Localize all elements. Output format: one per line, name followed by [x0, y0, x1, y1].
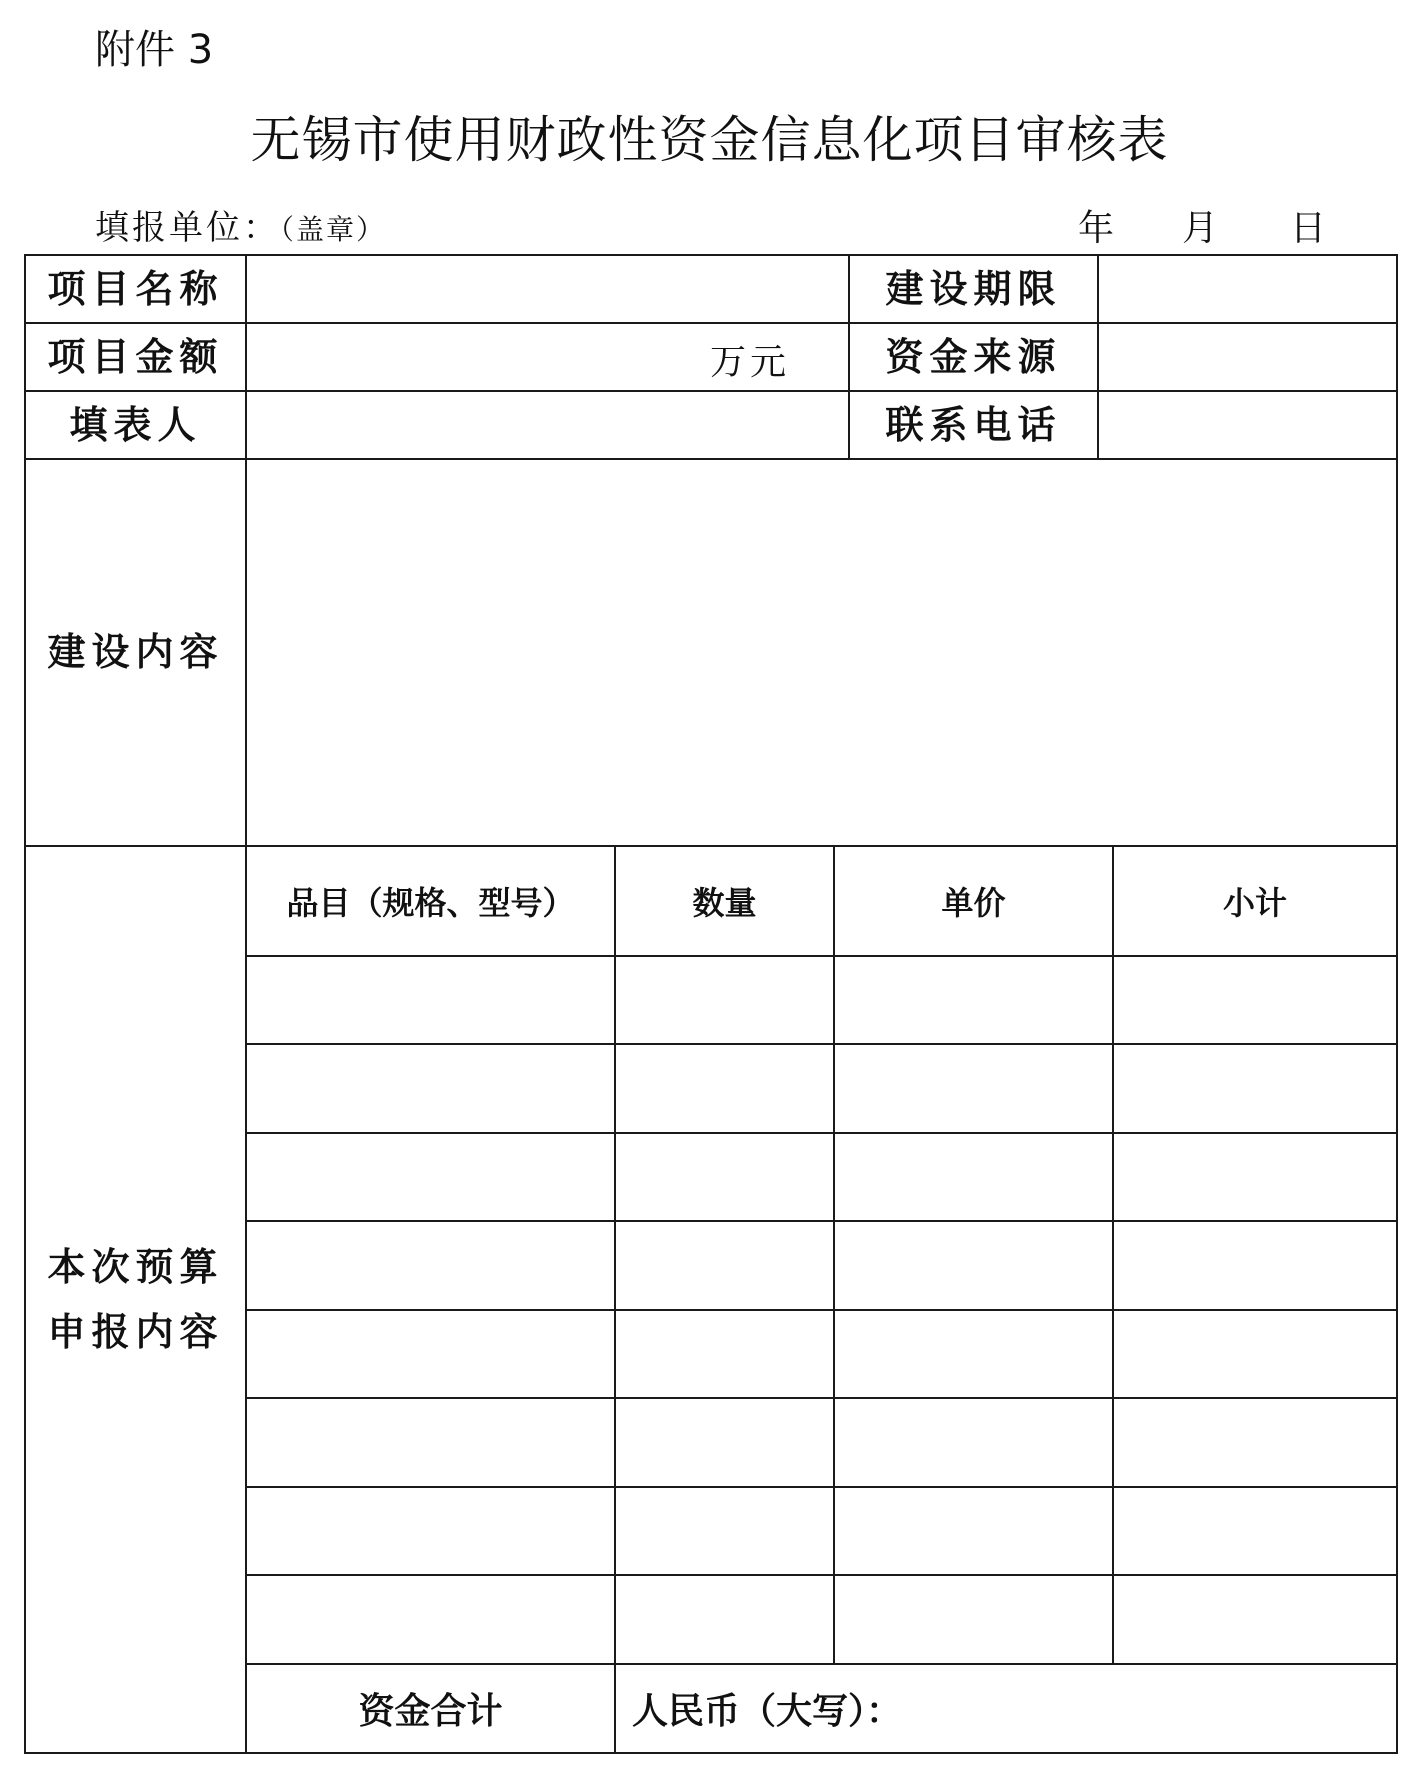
fund-source-label: 资金来源: [885, 334, 1062, 379]
budget-section-label: [26, 847, 245, 1752]
table-row[interactable]: [247, 1134, 1396, 1220]
table-row[interactable]: [247, 957, 1396, 1043]
fill-unit-line: [95, 200, 386, 249]
column-header-subtotal: 小计: [1222, 884, 1287, 922]
filler-field[interactable]: [247, 392, 848, 458]
column-header-item: 品目（规格、型号）: [286, 884, 575, 922]
construction-content-field[interactable]: [247, 460, 1396, 845]
filler-label: 填表人: [69, 402, 202, 447]
budget-label-line1: 本次预算: [47, 1244, 224, 1289]
fill-unit-label: 填报单位：: [95, 208, 280, 248]
rmb-uppercase-label: 人民币（大写）：: [632, 1691, 903, 1732]
table-row[interactable]: [247, 1399, 1396, 1486]
construction-period-label: 建设期限: [885, 266, 1062, 311]
form-title: 无锡市使用财政性资金信息化项目审核表: [250, 111, 1169, 169]
attachment-number: 附件 3: [95, 27, 214, 73]
construction-period-field[interactable]: [1099, 256, 1396, 322]
table-row[interactable]: [247, 1045, 1396, 1132]
table-row[interactable]: [247, 1488, 1396, 1574]
contact-phone-field[interactable]: [1099, 392, 1396, 458]
budget-label-line2: 申报内容: [47, 1309, 224, 1354]
fund-source-field[interactable]: [1099, 324, 1396, 390]
contact-phone-label: 联系电话: [885, 402, 1062, 447]
seal-note: （盖章）: [280, 213, 387, 246]
project-amount-label: 项目金额: [47, 334, 224, 379]
table-row[interactable]: [247, 1311, 1396, 1397]
project-name-field[interactable]: [247, 256, 848, 322]
amount-unit: 万元: [710, 342, 791, 383]
construction-content-label: 建设内容: [47, 630, 224, 675]
column-header-quantity: 数量: [692, 884, 757, 922]
project-name-label: 项目名称: [47, 266, 224, 311]
date-year: 年: [1078, 208, 1115, 249]
total-label: 资金合计: [358, 1691, 503, 1732]
column-header-unit-price: 单价: [941, 884, 1006, 922]
table-row[interactable]: [247, 1222, 1396, 1309]
date-month: 月: [1182, 208, 1219, 249]
table-row[interactable]: [247, 1576, 1396, 1663]
table-border-bottom: [24, 1752, 1398, 1754]
date-day: 日: [1290, 208, 1327, 249]
table-border-right: [1396, 254, 1398, 1754]
rmb-uppercase-field[interactable]: [930, 1665, 1396, 1752]
